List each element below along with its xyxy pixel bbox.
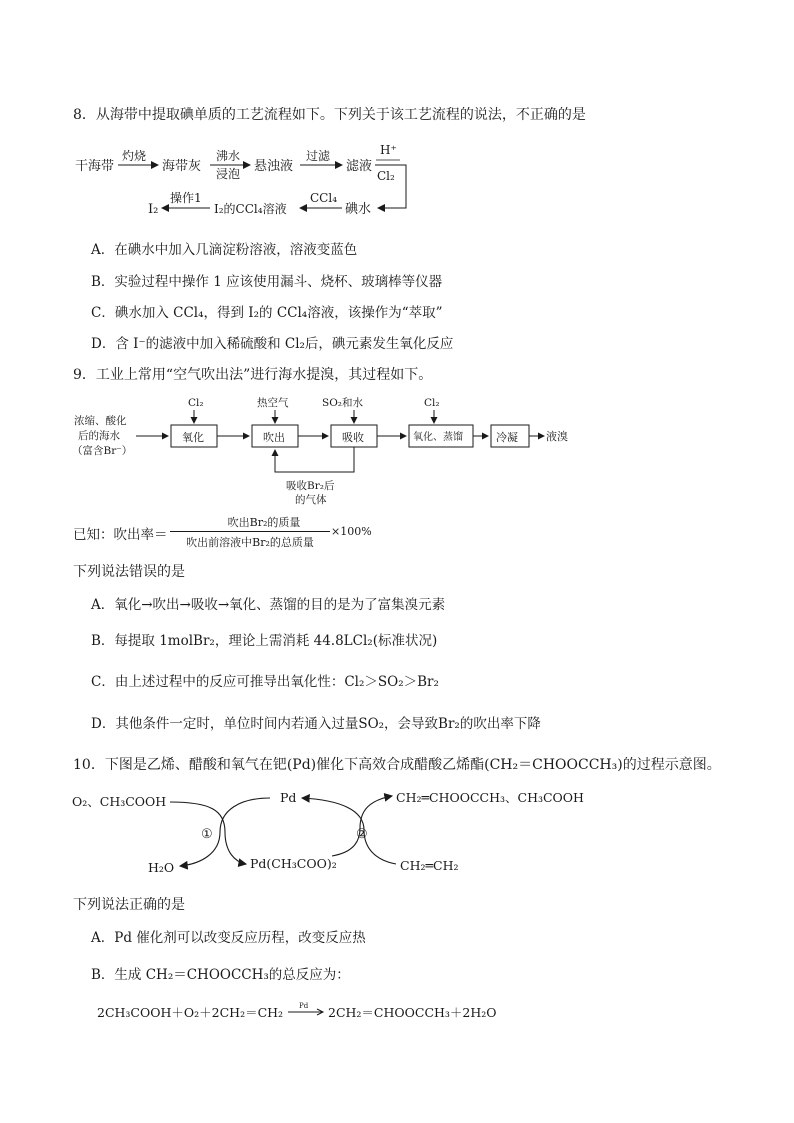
- q8-label-filter: 过滤: [306, 149, 331, 163]
- q9-option-d: D．其他条件一定时，单位时间内若通入过量SO₂，会导致Br₂的吹出率下降: [91, 716, 541, 732]
- q8-node-filtrate: 滤液: [346, 159, 373, 174]
- q8-label-boil: 沸水: [216, 149, 241, 163]
- q9-input-line1: 浓缩、酸化: [74, 415, 127, 427]
- q9-flow-diagram: [72, 392, 582, 510]
- q8-node-i2: I₂: [148, 202, 159, 217]
- q8-node-kelp-ash: 海带灰: [162, 159, 202, 174]
- q9-box-condense-label: 冷凝: [496, 431, 518, 444]
- q9-loop-label-2: 的气体: [295, 494, 327, 506]
- q10-equation-right: 2CH₂＝CHOOCCH₃＋2H₂O: [328, 1005, 497, 1020]
- q10-left-out: H₂O: [148, 860, 175, 875]
- q10-right-out: CH₂═CHOOCCH₃、CH₃COOH: [396, 790, 584, 805]
- q8-node-dry-kelp: 干海带: [75, 159, 115, 174]
- q9-option-b: B．每提取 1molBr₂，理论上需消耗 44.8LCl₂(标准状况): [91, 633, 438, 649]
- q9-known-denominator: 吹出前溶液中Br₂的总质量: [186, 536, 314, 549]
- q8-reagent-cl2: Cl₂: [377, 169, 395, 183]
- q8-flow-diagram: [70, 138, 420, 223]
- q9-box-absorb-label: 吸收: [342, 431, 364, 444]
- q8-label-op1: 操作1: [170, 191, 202, 205]
- q9-stem: 9．工业上常用“空气吹出法”进行海水提溴，其过程如下。: [73, 367, 433, 383]
- q8-label-soak: 浸泡: [216, 167, 241, 181]
- q9-box-oxidize-distill-label: 氧化、蒸馏: [413, 432, 463, 443]
- q8-node-suspension: 悬浊液: [254, 159, 294, 174]
- q9-in-cl2-1: Cl₂: [188, 397, 204, 409]
- q10-top-pd: Pd: [280, 790, 297, 805]
- q8-reagent-h: H⁺: [380, 143, 397, 157]
- q10-prompt: 下列说法正确的是: [73, 897, 185, 913]
- q8-stem: 8．从海带中提取碘单质的工艺流程如下。下列关于该工艺流程的说法，不正确的是: [73, 107, 586, 123]
- q8-node-iodine-water: 碘水: [345, 202, 372, 217]
- q8-label-burn: 灼烧: [122, 149, 147, 163]
- q9-input-line2: 后的海水: [78, 430, 120, 442]
- q10-step-1: ①: [201, 827, 213, 842]
- q9-loop-arrow: [275, 447, 354, 472]
- q9-box-blow-label: 吹出: [263, 431, 285, 444]
- q9-input-line3: （富含Br⁻）: [72, 445, 133, 457]
- q10-equation-arrow: [286, 1000, 326, 1020]
- q9-in-hot-air: 热空气: [257, 397, 289, 409]
- q10-bottom-pd-acetate: Pd(CH₃COO)₂: [250, 856, 337, 871]
- q10-stem: 10．下图是乙烯、醋酸和氧气在钯(Pd)催化下高效合成醋酸乙烯酯(CH₂＝CHOOCCH₃)的过程示意图。: [73, 757, 721, 773]
- q10-step-2: ②: [356, 827, 368, 842]
- q8-option-d: D．含 I⁻的滤液中加入稀硫酸和 Cl₂后，碘元素发生氧化反应: [91, 336, 454, 352]
- q10-left-in: O₂、CH₃COOH: [72, 794, 167, 809]
- q10-option-a: A．Pd 催化剂可以改变反应历程，改变反应热: [91, 930, 366, 946]
- q9-in-cl2-2: Cl₂: [424, 397, 440, 409]
- q9-known-suffix: ×100%: [331, 525, 372, 538]
- q9-known-numerator: 吹出Br₂的质量: [227, 516, 301, 529]
- q9-loop-label-1: 吸收Br₂后: [286, 480, 335, 492]
- q9-known-prefix: 已知：吹出率＝: [73, 527, 168, 543]
- q9-box-oxidize-label: 氧化: [182, 431, 204, 444]
- q10-cycle-diagram: [70, 780, 610, 880]
- q10-equation-catalyst: Pd: [299, 1002, 309, 1010]
- q8-label-ccl4: CCl₄: [310, 191, 338, 205]
- q9-fraction-bar: [170, 531, 330, 532]
- q10-equation-left: 2CH₃COOH＋O₂＋2CH₂＝CH₂: [97, 1005, 284, 1020]
- q9-prompt: 下列说法错误的是: [73, 564, 185, 580]
- q9-option-a: A．氧化→吹出→吸收→氧化、蒸馏的目的是为了富集溴元素: [91, 597, 446, 613]
- q9-in-so2: SO₂和水: [322, 397, 364, 409]
- q8-option-a: A．在碘水中加入几滴淀粉溶液，溶液变蓝色: [91, 242, 358, 258]
- q10-curve-right-back: [302, 798, 396, 864]
- q8-option-c: C．碘水加入 CCl₄，得到 I₂的 CCl₄溶液，该操作为“萃取”: [91, 305, 443, 321]
- q10-option-b: B．生成 CH₂＝CHOOCCH₃的总反应为：: [91, 967, 350, 983]
- q9-option-c: C．由上述过程中的反应可推导出氧化性：Cl₂＞SO₂＞Br₂: [91, 674, 439, 690]
- q10-right-in: CH₂═CH₂: [400, 858, 459, 873]
- q8-node-i2-ccl4: I₂的CCl₄溶液: [214, 202, 287, 216]
- q9-output-liquid-bromine: 液溴: [546, 430, 568, 443]
- q8-option-b: B．实验过程中操作 1 应该使用漏斗、烧杯、玻璃棒等仪器: [91, 274, 443, 290]
